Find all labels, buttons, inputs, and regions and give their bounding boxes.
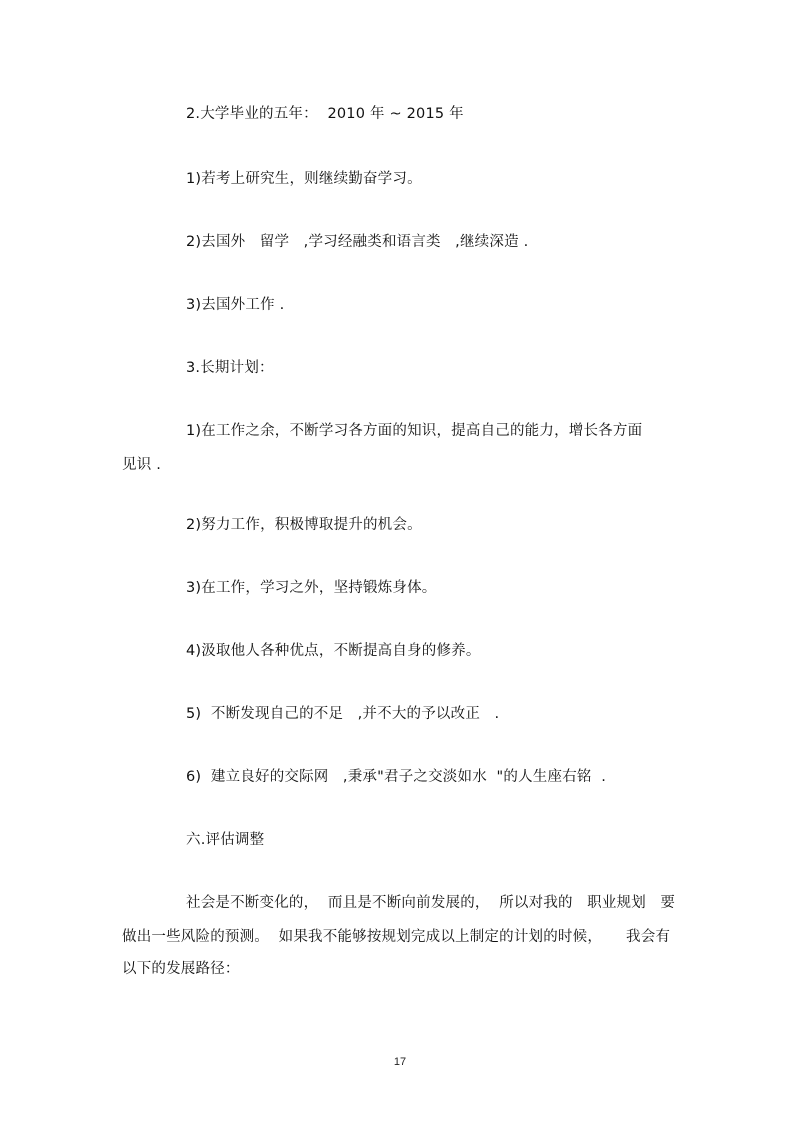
list-item: 2)去国外 留学 ,学习经融类和语言类 ,继续深造 . bbox=[186, 234, 529, 250]
paragraph-line: 做出一些风险的预测。 如果我不能够按规划完成以上制定的计划的时候， 我会有 bbox=[122, 929, 671, 945]
heading-long-term-plan: 3.长期计划： bbox=[186, 360, 274, 376]
heading-five-years: 2.大学毕业的五年： 2010 年 ~ 2015 年 bbox=[186, 106, 464, 122]
page-number: 17 bbox=[393, 1056, 407, 1068]
list-item: 5) 不断发现自己的不足 ,并不大的予以改正 . bbox=[186, 706, 500, 722]
paragraph-line: 以下的发展路径： bbox=[122, 961, 240, 977]
list-item: 6) 建立良好的交际网 ,秉承"君子之交淡如水 "的人生座右铭 . bbox=[186, 769, 607, 785]
list-item: 1)在工作之余，不断学习各方面的知识，提高自己的能力，增长各方面 bbox=[186, 423, 643, 439]
section-heading-evaluation: 六.评估调整 bbox=[186, 832, 265, 848]
list-item: 3)在工作，学习之外，坚持锻炼身体。 bbox=[186, 580, 437, 596]
list-item: 1)若考上研究生，则继续勤奋学习。 bbox=[186, 171, 422, 187]
list-item: 3)去国外工作 . bbox=[186, 297, 285, 313]
list-item: 2)努力工作，积极博取提升的机会。 bbox=[186, 517, 422, 533]
paragraph-line: 社会是不断变化的， 而且是不断向前发展的， 所以对我的 职业规划 要 bbox=[186, 895, 676, 911]
list-item-continuation: 见识 . bbox=[122, 457, 162, 473]
list-item: 4)汲取他人各种优点，不断提高自身的修养。 bbox=[186, 643, 481, 659]
